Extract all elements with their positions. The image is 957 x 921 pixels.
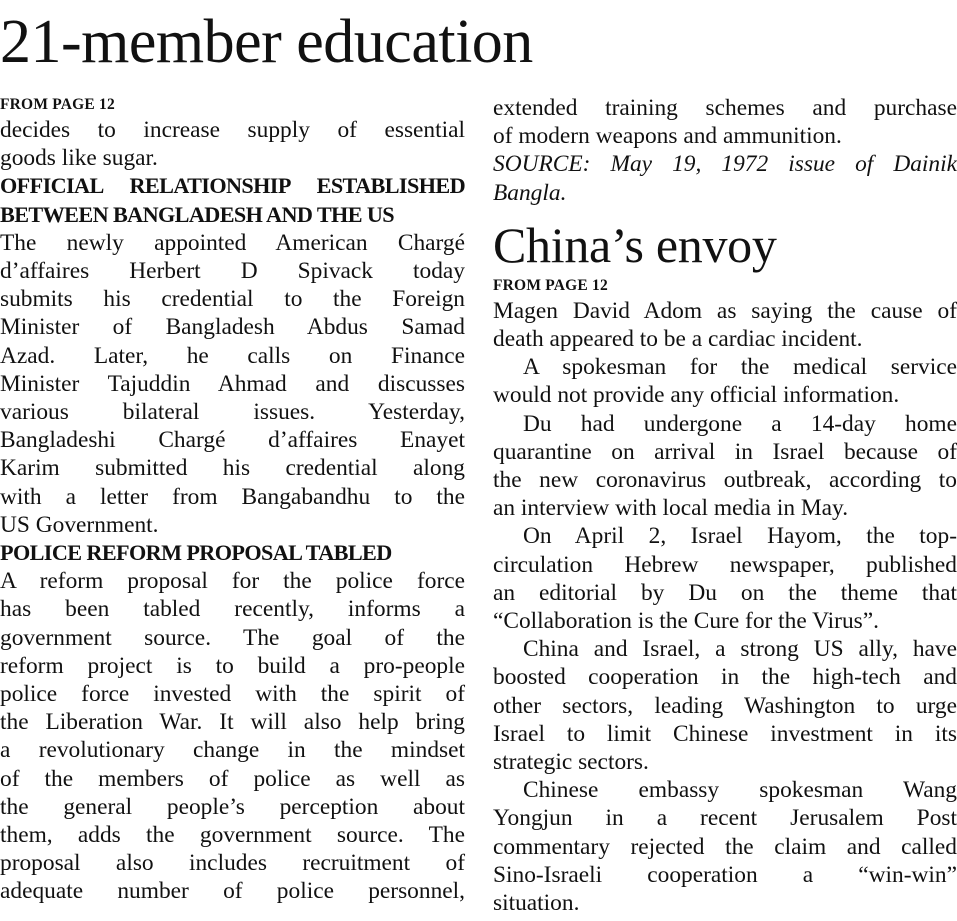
text-line: extended training schemes and purchase <box>493 95 957 121</box>
right-paragraph-3 <box>493 410 957 523</box>
text-line: strategic sectors. <box>493 749 649 776</box>
text-line: circulation Hebrew newspaper, published <box>493 551 957 578</box>
text-line: has been tabled recently, informs a <box>0 596 465 623</box>
text-line: an interview with local media in May. <box>493 495 849 522</box>
right-from-page-kicker: FROM PAGE 12 <box>493 276 608 294</box>
text-line: On April 2, Israel Hayom, the top- <box>523 523 957 550</box>
text-line: with a letter from Bangabandhu to the <box>0 483 465 510</box>
text-line: submits his credential to the Foreign <box>0 286 465 313</box>
right-paragraph-6 <box>493 776 957 917</box>
text-line: other sectors, leading Washington to urge <box>493 692 957 719</box>
right-paragraph-2 <box>493 353 957 409</box>
text-line: Sino-Israeli cooperation a “win-win” <box>493 861 957 888</box>
text-line: various bilateral issues. Yesterday, <box>0 399 465 426</box>
source-credit <box>493 150 957 206</box>
subhead-official-relationship <box>0 172 465 228</box>
text-line: the Liberation War. It will also help bring <box>0 709 465 736</box>
text-line: Chinese embassy spokesman Wang <box>523 777 957 804</box>
text-line: US Government. <box>0 511 159 538</box>
subhead-police-reform: POLICE REFORM PROPOSAL TABLED <box>0 540 392 566</box>
text-line: Magen David Adom as saying the cause of <box>493 297 957 324</box>
left-column <box>0 94 465 906</box>
text-line: Minister Tajuddin Ahmad and discusses <box>0 370 465 397</box>
text-line: an editorial by Du on the theme that <box>493 579 957 606</box>
text-line: reform project is to build a pro-people <box>0 652 465 679</box>
text-line: commentary rejected the claim and called <box>493 833 957 860</box>
text-line: A spokesman for the medical service <box>523 354 957 381</box>
text-line: Bangla. <box>493 179 567 206</box>
text-line: them, adds the government source. The <box>0 822 465 849</box>
right-paragraph-5 <box>493 635 957 776</box>
subhead-line: BETWEEN BANGLADESH AND THE US <box>0 201 394 227</box>
text-line: Minister of Bangladesh Abdus Samad <box>0 314 465 341</box>
text-line: goods like sugar. <box>0 145 158 172</box>
text-line: boosted cooperation in the high-tech and <box>493 664 957 691</box>
text-line: quarantine on arrival in Israel because of <box>493 438 957 465</box>
left-paragraph-police-reform <box>0 567 465 905</box>
text-line: of the members of police as well as <box>0 765 465 792</box>
text-line: Bangladeshi Chargé d’affaires Enayet <box>0 427 465 454</box>
text-line: adequate number of police personnel, <box>0 878 465 905</box>
text-line: “Collaboration is the Cure for the Virus”. <box>493 608 879 635</box>
right-continuation-paragraph <box>493 94 957 150</box>
text-line: decides to increase supply of essential <box>0 117 465 143</box>
text-line: death appeared to be a cardiac incident. <box>493 326 863 353</box>
text-line: Israel to limit Chinese investment in its <box>493 720 957 747</box>
left-paragraph-relationship <box>0 229 465 539</box>
main-headline: 21-member education <box>0 8 533 76</box>
left-intro-paragraph <box>0 116 465 172</box>
china-envoy-headline: China’s envoy <box>493 216 777 273</box>
text-line: China and Israel, a strong US ally, have <box>523 636 957 663</box>
right-paragraph-1 <box>493 297 957 353</box>
right-paragraph-4 <box>493 522 957 635</box>
subhead-line: OFFICIAL RELATIONSHIP ESTABLISHED <box>0 173 465 199</box>
text-line: government source. The goal of the <box>0 624 465 651</box>
text-line: the new coronavirus outbreak, according to <box>493 467 957 494</box>
text-line: police force invested with the spirit of <box>0 681 465 708</box>
left-from-page-kicker: FROM PAGE 12 <box>0 96 115 113</box>
text-line: Azad. Later, he calls on Finance <box>0 342 465 369</box>
text-line: of modern weapons and ammunition. <box>493 123 842 150</box>
text-line: Du had undergone a 14-day home <box>523 410 957 437</box>
text-line: Karim submitted his credential along <box>0 455 465 482</box>
text-line: Yongjun in a recent Jerusalem Post <box>493 805 957 832</box>
text-line: The newly appointed American Chargé <box>0 229 465 256</box>
text-line: the general people’s perception about <box>0 793 465 820</box>
text-line: SOURCE: May 19, 1972 issue of Dainik <box>493 151 957 178</box>
text-line: would not provide any official information. <box>493 382 900 409</box>
text-line: d’affaires Herbert D Spivack today <box>0 258 465 285</box>
right-column <box>493 94 957 917</box>
text-line: proposal also includes recruitment of <box>0 850 465 877</box>
text-line: A reform proposal for the police force <box>0 568 465 595</box>
text-line: situation. <box>493 890 580 917</box>
text-line: a revolutionary change in the mindset <box>0 737 465 764</box>
